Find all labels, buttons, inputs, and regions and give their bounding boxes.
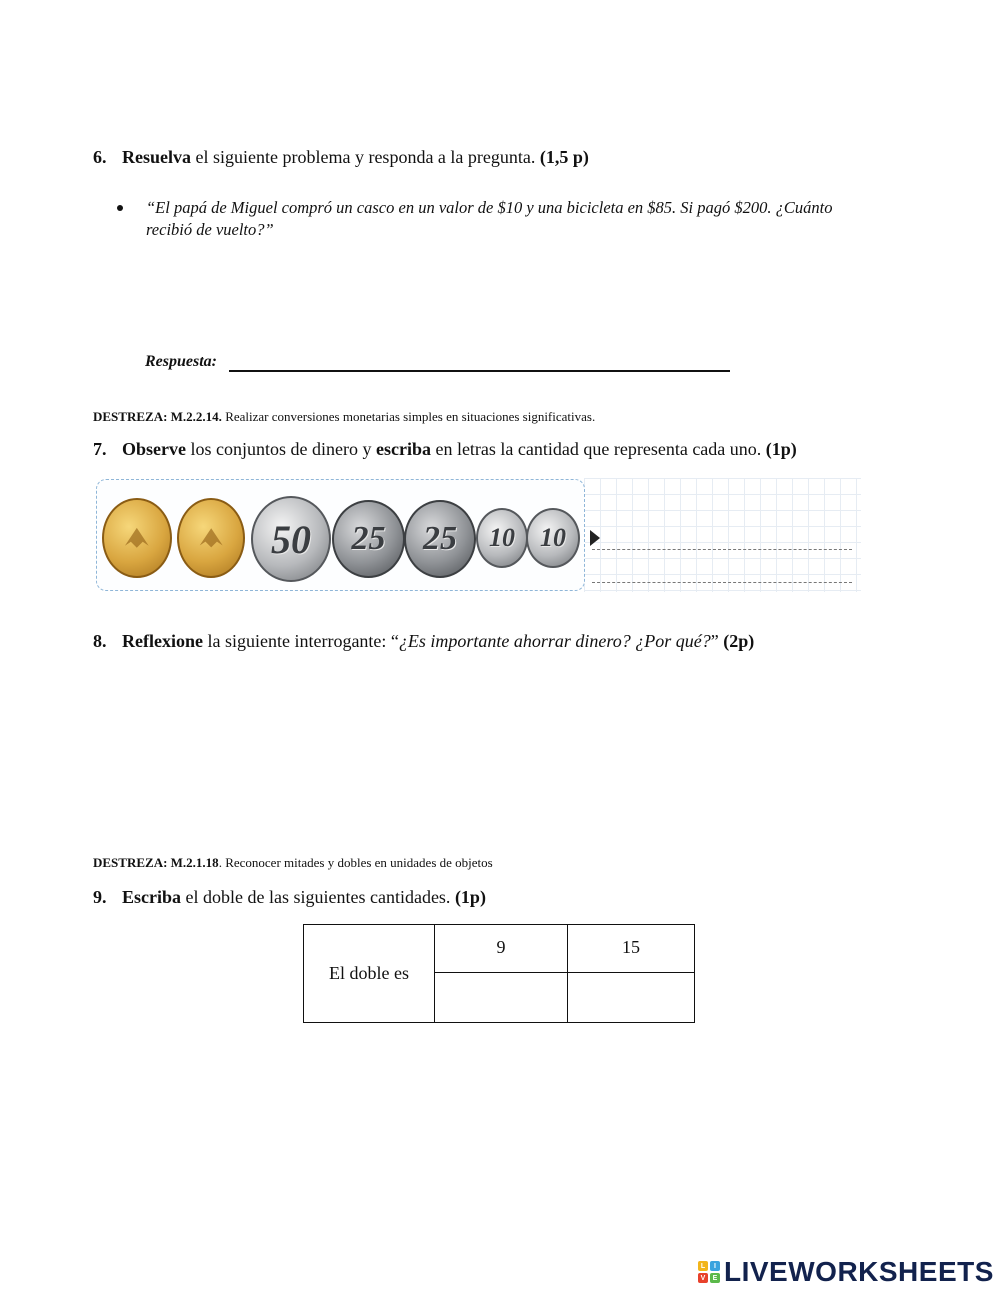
question-text: en letras la cantidad que representa cada uno. bbox=[430, 439, 766, 459]
answer-label: Respuesta: bbox=[145, 353, 217, 370]
logo-letter: L bbox=[698, 1261, 708, 1271]
eagle-emblem-icon bbox=[117, 515, 157, 561]
question-8-heading bbox=[93, 630, 754, 652]
question-7-heading bbox=[93, 438, 797, 460]
double-table bbox=[303, 924, 695, 1023]
question-number: 8. bbox=[93, 631, 107, 651]
question-points: (1p) bbox=[765, 439, 797, 459]
question-text: la siguiente interrogante: “ bbox=[202, 631, 399, 651]
coin-25-cents bbox=[404, 500, 476, 578]
question-9-heading bbox=[93, 886, 486, 908]
question-6-heading bbox=[93, 146, 589, 168]
coin-10-cents bbox=[476, 508, 528, 568]
question-points: (1p) bbox=[454, 887, 486, 907]
question-verb: Reflexione bbox=[122, 631, 203, 651]
table-value: 15 bbox=[568, 925, 695, 973]
coin-value: 10 bbox=[489, 523, 515, 552]
table-answer-cell[interactable] bbox=[568, 973, 695, 1023]
answer-line-words[interactable] bbox=[592, 582, 852, 583]
coin-value: 25 bbox=[423, 520, 457, 557]
question-number: 9. bbox=[93, 887, 107, 907]
problem-quote bbox=[146, 197, 946, 241]
coin-10-cents bbox=[526, 508, 580, 568]
answer-line-words[interactable] bbox=[592, 549, 852, 550]
table-row-label: El doble es bbox=[304, 925, 435, 1023]
logo-letter: E bbox=[710, 1273, 720, 1283]
coin-50-cents bbox=[251, 496, 331, 582]
question-verb-2: escriba bbox=[375, 439, 431, 459]
question-text: el siguiente problema y responda a la pregunta. bbox=[191, 147, 540, 167]
dollar-coin bbox=[102, 498, 172, 578]
question-points: (2p) bbox=[723, 631, 755, 651]
destreza-code: DESTREZA: M.2.2.14. bbox=[93, 409, 222, 424]
coin-value: 10 bbox=[540, 523, 566, 552]
question-text: los conjuntos de dinero y bbox=[185, 439, 376, 459]
question-text: el doble de las siguientes cantidades. bbox=[181, 887, 455, 907]
destreza-text: . Reconocer mitades y dobles en unidades de objetos bbox=[218, 855, 493, 870]
coin-value: 25 bbox=[351, 520, 386, 557]
question-number: 7. bbox=[93, 439, 107, 459]
logo-blocks-icon bbox=[698, 1261, 720, 1283]
question-verb: Observe bbox=[122, 439, 186, 459]
problem-quote-line: recibió de vuelto?” bbox=[146, 220, 274, 239]
writing-grid bbox=[584, 478, 861, 592]
question-number: 6. bbox=[93, 147, 107, 167]
question-verb: Resuelva bbox=[122, 147, 191, 167]
question-text: ” bbox=[710, 631, 724, 651]
logo-letter: I bbox=[710, 1261, 720, 1271]
logo-text: LIVEWORKSHEETS bbox=[724, 1256, 994, 1287]
table-value: 9 bbox=[435, 925, 568, 973]
question-verb: Escriba bbox=[122, 887, 182, 907]
eagle-emblem-icon bbox=[192, 515, 230, 561]
destreza-1 bbox=[93, 409, 595, 425]
question-points: (1,5 p) bbox=[539, 147, 589, 167]
logo-letter: V bbox=[698, 1273, 708, 1283]
destreza-2 bbox=[93, 855, 493, 871]
arrow-right-icon bbox=[590, 530, 600, 546]
coin-25-cents bbox=[332, 500, 405, 578]
liveworksheets-logo bbox=[698, 1256, 994, 1288]
destreza-text: Realizar conversiones monetarias simples en situaciones significativas. bbox=[221, 409, 596, 424]
dollar-coin bbox=[177, 498, 245, 578]
answer-line[interactable] bbox=[229, 370, 730, 372]
destreza-code: DESTREZA: M.2.1.18 bbox=[93, 855, 219, 870]
table-answer-cell[interactable] bbox=[435, 973, 568, 1023]
coin-value: 50 bbox=[271, 516, 311, 562]
problem-quote-line: “El papá de Miguel compró un casco en un valor de $10 y una bicicleta en $85. Si pagó $200. ¿Cuánto bbox=[146, 198, 833, 217]
bullet-icon bbox=[117, 205, 123, 211]
question-prompt: ¿Es importante ahorrar dinero? ¿Por qué? bbox=[398, 631, 711, 651]
